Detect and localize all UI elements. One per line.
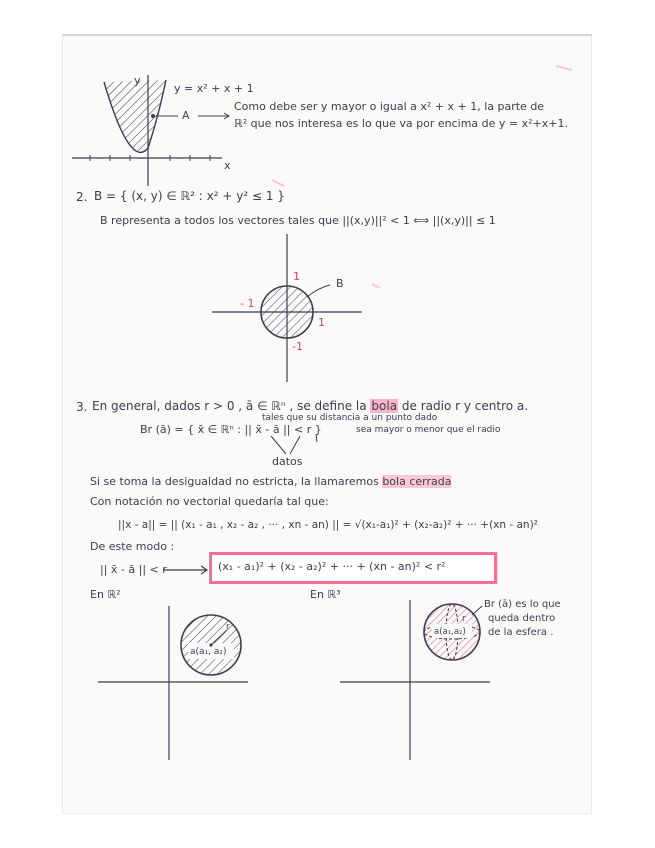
sec2-number: 2. — [76, 190, 88, 204]
closed-ball-highlight: bola cerrada — [382, 475, 452, 488]
sec1-explanation-2: ℝ² que nos interesa es lo que va por encima de y = x²+x+1. — [234, 117, 568, 130]
sphere-note-leader — [472, 606, 482, 615]
vector-notation-note: Con notación no vectorial quedaría tal que: — [90, 495, 329, 508]
parabola-equation: y = x² + x + 1 — [174, 82, 254, 95]
tick-neg-left: - 1 — [240, 297, 255, 310]
tick-pos-top: 1 — [293, 270, 300, 283]
r3-label: En ℝ³ — [310, 588, 341, 601]
sphere-note-3: de la esfera . — [488, 627, 554, 638]
tick-neg-bottom: -1 — [292, 340, 303, 353]
result-box — [209, 552, 497, 584]
result-box-text: (x₁ - a₁)² + (x₂ - a₂)² + ··· + (xn - an)² < r² — [218, 560, 446, 573]
b-leader — [307, 285, 330, 297]
datos-marks — [271, 434, 317, 454]
r3-center-label: a(a₁,a₂) — [434, 627, 466, 637]
r3-sphere-graph — [340, 600, 490, 760]
sec3-line1-a: En general, dados r > 0 , ā ∈ ℝⁿ , se define la — [92, 399, 367, 413]
sphere-note-2: queda dentro — [488, 613, 556, 624]
de-este-modo: De este modo : — [90, 540, 175, 553]
sec2-description: B representa a todos los vectores tales que ||(x,y)||² < 1 ⟺ ||(x,y)|| ≤ 1 — [100, 214, 496, 227]
sec3-annotation: tales que su distancia a un punto dado — [262, 413, 438, 423]
ball-definition-formula: Br (ā) = { x̄ ∈ ℝⁿ : || x̄ - ā || < r } — [140, 423, 322, 436]
closed-ball-line — [90, 475, 451, 489]
sec1-explanation-1: Como debe ser y mayor o igual a x² + x + 1, la parte de — [234, 100, 545, 113]
sec3-line1-b: de radio r y centro a. — [401, 399, 529, 413]
sec2-set-definition: B = { (x, y) ∈ ℝ² : x² + y² ≤ 1 } — [94, 189, 285, 203]
unit-disc-graph — [212, 234, 362, 382]
arrow-2 — [163, 566, 207, 574]
unit-disc — [261, 286, 313, 338]
tick-pos-right: 1 — [318, 316, 325, 329]
graph1-y-label: y — [134, 74, 141, 87]
r2-label: En ℝ² — [90, 588, 121, 601]
norm-equation: ||x - a|| = || (x₁ - a₁ , x₂ - a₂ , ··· , xn - an) || = √(x₁-a₁)² + (x₂-a₂)² + ··· +(xn - an)² — [118, 519, 538, 531]
ball-definition-tail: sea mayor o menor que el radio — [356, 425, 501, 435]
r2-radius-label: r — [226, 622, 230, 632]
datos-label: datos — [272, 455, 303, 468]
r2-center-label: a(a₁, a₂) — [190, 647, 227, 657]
inequality-left: || x̄ - ā || < r — [100, 563, 167, 576]
closed-ball-text: Si se toma la desigualdad no estricta, la llamaremos — [90, 475, 379, 488]
sec3-number: 3. — [76, 400, 88, 414]
point-a-dot — [151, 114, 155, 118]
graph1-x-label: x — [224, 159, 231, 172]
sphere-note-1: Br (ā) es lo que — [484, 599, 561, 610]
point-a-label: A — [182, 109, 190, 122]
sec3-bola-highlight: bola — [371, 399, 398, 413]
disc-label-b: B — [336, 277, 344, 290]
r3-radius-label: r — [462, 614, 466, 624]
